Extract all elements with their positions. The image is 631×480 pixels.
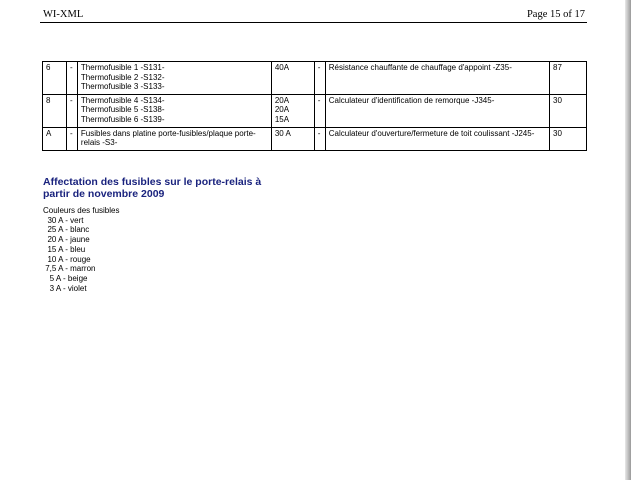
- fuse-table: [42, 61, 587, 151]
- description-line: Thermofusible 5 -S138-: [80, 105, 165, 115]
- fuse-description: [77, 94, 271, 127]
- fuse-slot-value: 87: [550, 62, 587, 95]
- fuse-consumer: Résistance chauffante de chauffage d'appoint -Z35-: [325, 62, 549, 95]
- description-line: Thermofusible 3 -S133-: [80, 82, 165, 92]
- header-page-number: Page 15 of 17: [526, 9, 585, 20]
- fuse-consumer: Calculateur d'identification de remorque -J345-: [325, 94, 549, 127]
- description-line: Fusibles dans platine porte-fusibles/plaque porte-: [80, 128, 256, 138]
- section-title: [43, 176, 303, 200]
- amperage-line: 30 A: [274, 128, 291, 138]
- color-legend-item: 15 A - bleu: [43, 244, 86, 254]
- fuse-number: A: [43, 127, 67, 150]
- amperage-line: 20A: [274, 105, 290, 115]
- table-row: [43, 94, 587, 127]
- description-line: relais -S3-: [80, 138, 118, 148]
- color-legend-item: 7,5 A - marron: [43, 264, 96, 274]
- description-line: Thermofusible 1 -S131-: [80, 63, 165, 72]
- section-title-line: Affectation des fusibles sur le porte-relais à: [43, 176, 262, 188]
- fuse-number: 8: [43, 94, 67, 127]
- color-legend-heading: Couleurs des fusibles: [43, 206, 120, 215]
- amperage-line: 20A: [274, 95, 290, 105]
- section-title-line: partir de novembre 2009: [43, 188, 165, 200]
- color-legend-item: 5 A - beige: [43, 273, 88, 283]
- fuse-slot-value: 30: [550, 94, 587, 127]
- table-row: [43, 127, 587, 150]
- color-legend-item: 25 A - blanc: [43, 225, 90, 235]
- header-divider: [40, 22, 587, 23]
- amperage-line: 15A: [274, 114, 290, 124]
- fuse-consumer: Calculateur d'ouverture/fermeture de toit coulissant -J245-: [325, 127, 549, 150]
- fuse-amperage: [271, 127, 314, 150]
- fuse-number: 6: [43, 62, 67, 95]
- description-line: Thermofusible 6 -S139-: [80, 114, 165, 124]
- fuse-color-legend: [43, 206, 119, 293]
- description-line: Thermofusible 2 -S132-: [80, 72, 165, 82]
- header-document-name: WI-XML: [43, 9, 84, 20]
- separator-dash: -: [66, 127, 77, 150]
- description-line: Thermofusible 4 -S134-: [80, 95, 165, 105]
- table-row: [43, 62, 587, 95]
- separator-dash: -: [314, 94, 325, 127]
- fuse-slot-value: 30: [550, 127, 587, 150]
- separator-dash: -: [314, 62, 325, 95]
- fuse-amperage: [271, 94, 314, 127]
- color-legend-item: 3 A - violet: [43, 283, 87, 293]
- separator-dash: -: [66, 94, 77, 127]
- color-legend-item: 30 A - vert: [43, 215, 84, 225]
- fuse-description: [77, 127, 271, 150]
- page-edge-shadow: [625, 0, 631, 480]
- separator-dash: -: [66, 62, 77, 95]
- amperage-line: 40A: [274, 63, 290, 72]
- separator-dash: -: [314, 127, 325, 150]
- fuse-description: [77, 62, 271, 95]
- fuse-amperage: [271, 62, 314, 95]
- color-legend-item: 10 A - rouge: [43, 254, 91, 264]
- color-legend-item: 20 A - jaune: [43, 235, 90, 245]
